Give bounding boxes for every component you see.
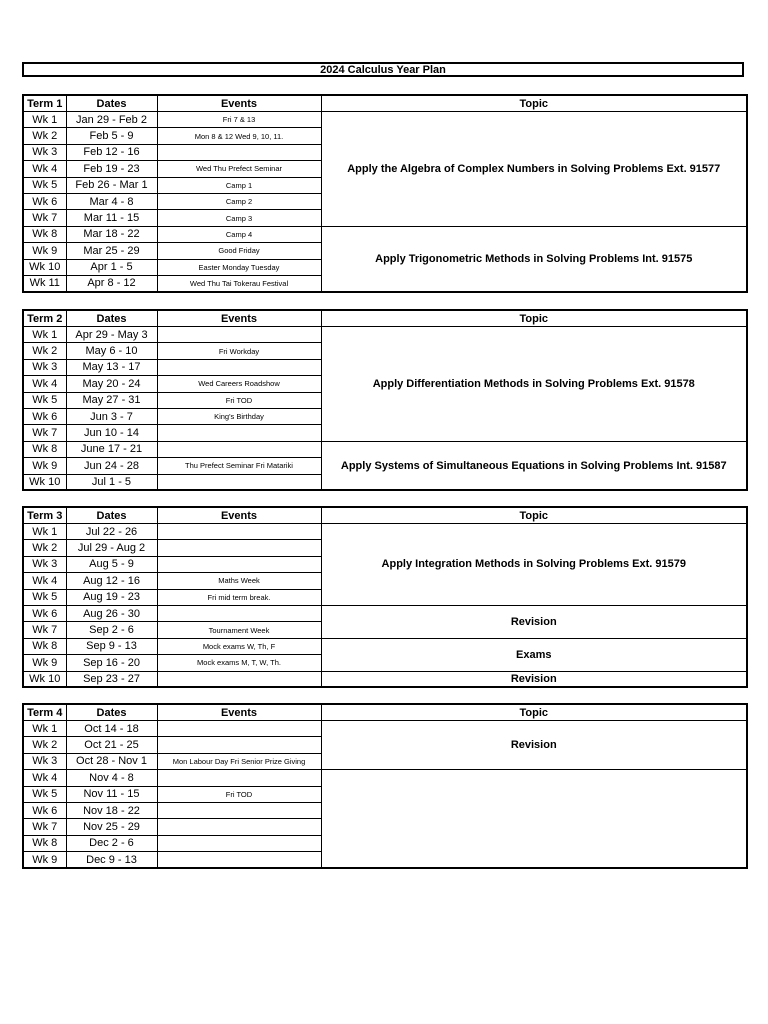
dates-cell: Feb 12 - 16 — [66, 144, 157, 160]
term-label: Term 1 — [23, 95, 66, 112]
event-cell: Maths Week — [157, 573, 321, 589]
event-cell — [157, 671, 321, 687]
topic-cell: Revision — [321, 605, 747, 638]
dates-cell: Mar 18 - 22 — [66, 226, 157, 242]
dates-cell: Apr 8 - 12 — [66, 275, 157, 291]
week-cell: Wk 8 — [23, 638, 66, 654]
event-cell — [157, 540, 321, 556]
event-cell: Camp 3 — [157, 210, 321, 226]
event-cell: Fri TOD — [157, 392, 321, 408]
topic-cell — [321, 770, 747, 868]
week-cell: Wk 10 — [23, 671, 66, 687]
dates-cell: Oct 28 - Nov 1 — [66, 753, 157, 769]
week-cell: Wk 4 — [23, 770, 66, 786]
dates-cell: May 27 - 31 — [66, 392, 157, 408]
week-cell: Wk 9 — [23, 243, 66, 259]
topic-header: Topic — [321, 704, 747, 721]
page-title: 2024 Calculus Year Plan — [22, 62, 744, 77]
event-cell — [157, 819, 321, 835]
event-cell — [157, 737, 321, 753]
event-cell: Fri Workday — [157, 343, 321, 359]
dates-cell: Oct 14 - 18 — [66, 721, 157, 737]
events-header: Events — [157, 507, 321, 524]
week-cell: Wk 8 — [23, 226, 66, 242]
event-cell: Mon Labour Day Fri Senior Prize Giving — [157, 753, 321, 769]
term-3-table — [22, 506, 748, 688]
event-cell — [157, 721, 321, 737]
dates-cell: Nov 25 - 29 — [66, 819, 157, 835]
events-header: Events — [157, 310, 321, 327]
week-cell: Wk 11 — [23, 275, 66, 291]
dates-cell: Mar 25 - 29 — [66, 243, 157, 259]
dates-cell: Jan 29 - Feb 2 — [66, 112, 157, 128]
event-cell: Mock exams M, T, W, Th. — [157, 655, 321, 671]
dates-cell: May 6 - 10 — [66, 343, 157, 359]
week-cell: Wk 10 — [23, 259, 66, 275]
event-cell: King's Birthday — [157, 408, 321, 424]
week-cell: Wk 5 — [23, 392, 66, 408]
event-cell: Mock exams W, Th, F — [157, 638, 321, 654]
week-cell: Wk 9 — [23, 655, 66, 671]
dates-header: Dates — [66, 507, 157, 524]
term-label: Term 4 — [23, 704, 66, 721]
term-label: Term 3 — [23, 507, 66, 524]
event-cell — [157, 425, 321, 441]
dates-cell: Mar 11 - 15 — [66, 210, 157, 226]
dates-cell: Aug 26 - 30 — [66, 605, 157, 621]
week-cell: Wk 6 — [23, 408, 66, 424]
dates-cell: Jun 10 - 14 — [66, 425, 157, 441]
event-cell: Camp 4 — [157, 226, 321, 242]
week-cell: Wk 4 — [23, 161, 66, 177]
dates-cell: May 20 - 24 — [66, 376, 157, 392]
dates-cell: Apr 29 - May 3 — [66, 327, 157, 343]
term-1-table — [22, 94, 748, 293]
event-cell — [157, 852, 321, 868]
week-cell: Wk 10 — [23, 474, 66, 490]
week-cell: Wk 7 — [23, 622, 66, 638]
event-cell — [157, 556, 321, 572]
dates-cell: Apr 1 - 5 — [66, 259, 157, 275]
event-cell: Wed Thu Tai Tokerau Festival — [157, 275, 321, 291]
week-cell: Wk 6 — [23, 193, 66, 209]
term-label: Term 2 — [23, 310, 66, 327]
topic-cell: Revision — [321, 721, 747, 770]
dates-cell: Aug 5 - 9 — [66, 556, 157, 572]
topic-cell: Apply Integration Methods in Solving Problems Ext. 91579 — [321, 524, 747, 606]
dates-cell: Jun 3 - 7 — [66, 408, 157, 424]
event-cell: Fri TOD — [157, 786, 321, 802]
week-cell: Wk 7 — [23, 819, 66, 835]
events-header: Events — [157, 704, 321, 721]
topic-cell: Apply the Algebra of Complex Numbers in Solving Problems Ext. 91577 — [321, 112, 747, 227]
event-cell — [157, 474, 321, 490]
week-cell: Wk 3 — [23, 144, 66, 160]
dates-cell: Mar 4 - 8 — [66, 193, 157, 209]
week-cell: Wk 1 — [23, 524, 66, 540]
dates-cell: Jul 22 - 26 — [66, 524, 157, 540]
dates-cell: Feb 26 - Mar 1 — [66, 177, 157, 193]
dates-cell: Feb 5 - 9 — [66, 128, 157, 144]
topic-cell: Apply Systems of Simultaneous Equations in Solving Problems Int. 91587 — [321, 441, 747, 490]
dates-header: Dates — [66, 95, 157, 112]
event-cell: Thu Prefect Seminar Fri Matariki — [157, 458, 321, 474]
week-cell: Wk 7 — [23, 210, 66, 226]
dates-cell: Nov 11 - 15 — [66, 786, 157, 802]
week-cell: Wk 6 — [23, 605, 66, 621]
dates-header: Dates — [66, 704, 157, 721]
week-cell: Wk 8 — [23, 441, 66, 457]
week-cell: Wk 5 — [23, 589, 66, 605]
week-cell: Wk 2 — [23, 737, 66, 753]
dates-cell: Jul 1 - 5 — [66, 474, 157, 490]
week-cell: Wk 9 — [23, 852, 66, 868]
dates-cell: Oct 21 - 25 — [66, 737, 157, 753]
events-header: Events — [157, 95, 321, 112]
dates-cell: Sep 2 - 6 — [66, 622, 157, 638]
dates-cell: Nov 4 - 8 — [66, 770, 157, 786]
week-cell: Wk 3 — [23, 359, 66, 375]
week-cell: Wk 1 — [23, 327, 66, 343]
topic-cell: Exams — [321, 638, 747, 671]
event-cell: Camp 2 — [157, 193, 321, 209]
event-cell: Fri 7 & 13 — [157, 112, 321, 128]
topic-header: Topic — [321, 507, 747, 524]
term-4-table — [22, 703, 748, 869]
week-cell: Wk 5 — [23, 786, 66, 802]
dates-cell: Dec 2 - 6 — [66, 835, 157, 851]
week-cell: Wk 1 — [23, 112, 66, 128]
event-cell: Tournament Week — [157, 622, 321, 638]
event-cell — [157, 835, 321, 851]
term-2-table — [22, 309, 748, 491]
week-cell: Wk 9 — [23, 458, 66, 474]
week-cell: Wk 4 — [23, 376, 66, 392]
week-cell: Wk 8 — [23, 835, 66, 851]
week-cell: Wk 6 — [23, 802, 66, 818]
week-cell: Wk 5 — [23, 177, 66, 193]
dates-cell: Dec 9 - 13 — [66, 852, 157, 868]
event-cell — [157, 524, 321, 540]
event-cell: Good Friday — [157, 243, 321, 259]
week-cell: Wk 4 — [23, 573, 66, 589]
dates-cell: Jul 29 - Aug 2 — [66, 540, 157, 556]
dates-cell: Sep 16 - 20 — [66, 655, 157, 671]
week-cell: Wk 3 — [23, 753, 66, 769]
event-cell: Fri mid term break. — [157, 589, 321, 605]
week-cell: Wk 3 — [23, 556, 66, 572]
event-cell — [157, 802, 321, 818]
topic-cell: Revision — [321, 671, 747, 687]
week-cell: Wk 7 — [23, 425, 66, 441]
event-cell: Wed Careers Roadshow — [157, 376, 321, 392]
topic-cell: Apply Trigonometric Methods in Solving Problems Int. 91575 — [321, 226, 747, 292]
event-cell — [157, 441, 321, 457]
dates-header: Dates — [66, 310, 157, 327]
event-cell — [157, 144, 321, 160]
dates-cell: Sep 23 - 27 — [66, 671, 157, 687]
topic-cell: Apply Differentiation Methods in Solving Problems Ext. 91578 — [321, 327, 747, 442]
event-cell — [157, 605, 321, 621]
topic-header: Topic — [321, 95, 747, 112]
event-cell — [157, 359, 321, 375]
dates-cell: Jun 24 - 28 — [66, 458, 157, 474]
week-cell: Wk 2 — [23, 540, 66, 556]
dates-cell: June 17 - 21 — [66, 441, 157, 457]
topic-header: Topic — [321, 310, 747, 327]
event-cell — [157, 327, 321, 343]
dates-cell: Nov 18 - 22 — [66, 802, 157, 818]
event-cell: Wed Thu Prefect Seminar — [157, 161, 321, 177]
week-cell: Wk 1 — [23, 721, 66, 737]
dates-cell: Feb 19 - 23 — [66, 161, 157, 177]
week-cell: Wk 2 — [23, 343, 66, 359]
event-cell: Easter Monday Tuesday — [157, 259, 321, 275]
event-cell: Camp 1 — [157, 177, 321, 193]
dates-cell: May 13 - 17 — [66, 359, 157, 375]
event-cell: Mon 8 & 12 Wed 9, 10, 11. — [157, 128, 321, 144]
dates-cell: Aug 19 - 23 — [66, 589, 157, 605]
dates-cell: Aug 12 - 16 — [66, 573, 157, 589]
week-cell: Wk 2 — [23, 128, 66, 144]
event-cell — [157, 770, 321, 786]
dates-cell: Sep 9 - 13 — [66, 638, 157, 654]
